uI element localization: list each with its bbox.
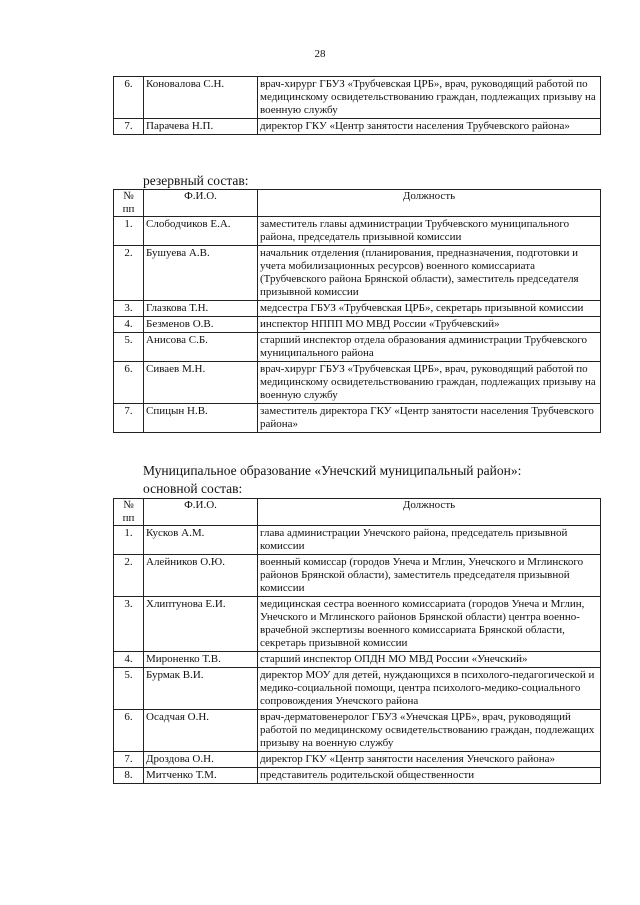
table-body — [114, 77, 601, 135]
member-name: Мироненко Т.В. — [144, 652, 258, 668]
row-number: 7. — [114, 404, 144, 433]
row-number: 5. — [114, 668, 144, 710]
row-number: 2. — [114, 555, 144, 597]
member-name: Алейников О.Ю. — [144, 555, 258, 597]
row-number: 2. — [114, 246, 144, 301]
member-name: Анисова С.Б. — [144, 333, 258, 362]
member-name: Коновалова С.Н. — [144, 77, 258, 119]
member-position: старший инспектор ОПДН МО МВД России «Унечский» — [258, 652, 601, 668]
header-row — [114, 190, 601, 217]
member-position: инспектор НППП МО МВД России «Трубчевский» — [258, 317, 601, 333]
table-row — [114, 333, 601, 362]
member-name: Безменов О.В. — [144, 317, 258, 333]
member-position: директор МОУ для детей, нуждающихся в психолого-педагогической и медико-социальной помощи, центра психолого-медико-социального сопровождения Унечского района — [258, 668, 601, 710]
member-position: врач-хирург ГБУЗ «Трубчевская ЦРБ», врач, руководящий работой по медицинскому освидетельствованию граждан, подлежащих призыву на военную службу — [258, 77, 601, 119]
member-name: Слободчиков Е.А. — [144, 217, 258, 246]
main-composition-heading: основной состав: — [143, 481, 243, 496]
reserve-table — [113, 189, 601, 433]
table-row — [114, 317, 601, 333]
header-position: Должность — [258, 499, 601, 526]
table-row — [114, 362, 601, 404]
member-name: Бурмак В.И. — [144, 668, 258, 710]
member-name: Парачева Н.П. — [144, 119, 258, 135]
row-number: 6. — [114, 77, 144, 119]
table-header — [114, 190, 601, 217]
row-number: 6. — [114, 362, 144, 404]
member-name: Кусков А.М. — [144, 526, 258, 555]
commission-table-continued — [113, 76, 601, 135]
member-position: начальник отделения (планирования, предназначения, подготовки и учета мобилизационных ресурсов) военного комиссариата (Трубчевского района Брянской области), заместитель председателя призывной комиссии — [258, 246, 601, 301]
member-position: старший инспектор отдела образования администрации Трубчевского муниципального района — [258, 333, 601, 362]
table-row — [114, 752, 601, 768]
table-row — [114, 246, 601, 301]
header-position: Должность — [258, 190, 601, 217]
table-row — [114, 301, 601, 317]
table-body — [114, 217, 601, 433]
row-number: 7. — [114, 119, 144, 135]
row-number: 5. — [114, 333, 144, 362]
table-body — [114, 526, 601, 784]
reserve-heading: резервный состав: — [143, 173, 249, 188]
row-number: 4. — [114, 317, 144, 333]
member-name: Хлиптунова Е.И. — [144, 597, 258, 652]
member-position: медсестра ГБУЗ «Трубчевская ЦРБ», секретарь призывной комиссии — [258, 301, 601, 317]
member-name: Глазкова Т.Н. — [144, 301, 258, 317]
member-position: врач-хирург ГБУЗ «Трубчевская ЦРБ», врач, руководящий работой по медицинскому освидетельствованию граждан, подлежащих призыву на военную службу — [258, 362, 601, 404]
member-position: представитель родительской общественности — [258, 768, 601, 784]
table-row — [114, 710, 601, 752]
member-name: Митченко Т.М. — [144, 768, 258, 784]
municipality-heading: Муниципальное образование «Унечский муниципальный район»: — [143, 463, 522, 478]
member-position: заместитель директора ГКУ «Центр занятости населения Трубчевского района» — [258, 404, 601, 433]
member-position: заместитель главы администрации Трубчевского муниципального района, председатель призывной комиссии — [258, 217, 601, 246]
member-position: глава администрации Унечского района, председатель призывной комиссии — [258, 526, 601, 555]
header-name: Ф.И.О. — [144, 499, 258, 526]
table-header — [114, 499, 601, 526]
table-row — [114, 768, 601, 784]
member-name: Осадчая О.Н. — [144, 710, 258, 752]
row-number: 1. — [114, 526, 144, 555]
member-position: директор ГКУ «Центр занятости населения Трубчевского района» — [258, 119, 601, 135]
member-position: врач-дерматовенеролог ГБУЗ «Унечская ЦРБ», врач, руководящий работой по медицинскому освидетельствованию граждан, подлежащих призыву на военную службу — [258, 710, 601, 752]
member-name: Бушуева А.В. — [144, 246, 258, 301]
row-number: 7. — [114, 752, 144, 768]
row-number: 6. — [114, 710, 144, 752]
member-position: медицинская сестра военного комиссариата (городов Унеча и Мглин, Унечского и Мглинского районов Брянской области) центра военно-врачебной экспертизы военного комиссариата Брянской области, секретарь призывной комиссии — [258, 597, 601, 652]
row-number: 4. — [114, 652, 144, 668]
header-name: Ф.И.О. — [144, 190, 258, 217]
table-row — [114, 668, 601, 710]
row-number: 1. — [114, 217, 144, 246]
page-number: 28 — [314, 48, 326, 60]
row-number: 8. — [114, 768, 144, 784]
main-composition-table — [113, 498, 601, 784]
header-number: № пп — [114, 499, 144, 526]
member-name: Спицын Н.В. — [144, 404, 258, 433]
member-name: Дроздова О.Н. — [144, 752, 258, 768]
table-row — [114, 77, 601, 119]
member-position: военный комиссар (городов Унеча и Мглин, Унечского и Мглинского районов Брянской области), заместитель председателя призывной комиссии — [258, 555, 601, 597]
header-number: № пп — [114, 190, 144, 217]
header-row — [114, 499, 601, 526]
member-name: Сиваев М.Н. — [144, 362, 258, 404]
table-row — [114, 119, 601, 135]
row-number: 3. — [114, 301, 144, 317]
table-row — [114, 404, 601, 433]
row-number: 3. — [114, 597, 144, 652]
table-row — [114, 597, 601, 652]
table-row — [114, 526, 601, 555]
member-position: директор ГКУ «Центр занятости населения Унечского района» — [258, 752, 601, 768]
table-row — [114, 555, 601, 597]
table-row — [114, 217, 601, 246]
table-row — [114, 652, 601, 668]
